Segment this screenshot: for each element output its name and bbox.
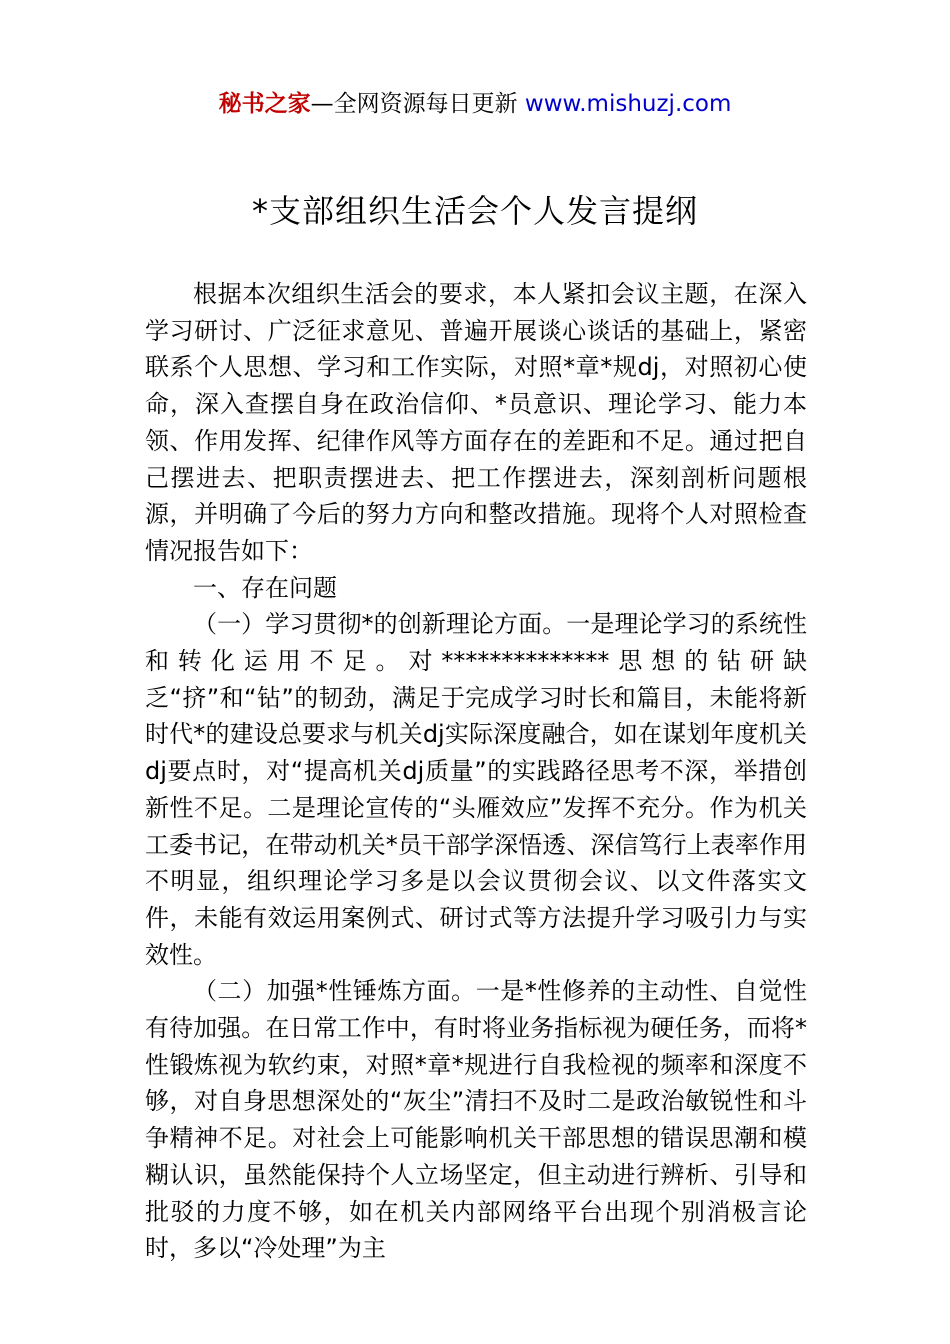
document-title: *支部组织生活会个人发言提纲: [251, 192, 698, 230]
site-brand: 秘书之家: [218, 91, 311, 117]
section-heading-problems: 一、存在问题: [193, 573, 337, 602]
site-header: [0, 88, 950, 120]
site-url-link[interactable]: www.mishuzj.com: [524, 91, 732, 117]
site-tagline: —全网资源每日更新: [310, 91, 525, 117]
item-paragraph-1: （一）学习贯彻*的创新理论方面。一是理论学习的系统性和转化运用不足。对**************思想的钻研缺乏“挤”和“钻”的韧劲，满足于完成学习时长和篇目，未能将新时代*的建设总要求与机关dj实际深度融合，如在谋划年度机关dj要点时，对“提高机关dj质量”的实践路径思考不深，举措创新性不足。二是理论宣传的“头雁效应”发挥不充分。作为机关工委书记，在带动机关*员干部学深悟透、深信笃行上表率作用不明显，组织理论学习多是以会议贯彻会议、以文件落实文件，未能有效运用案例式、研讨式等方法提升学习吸引力与实效性。: [145, 610, 807, 969]
intro-paragraph: 根据本次组织生活会的要求，本人紧扣会议主题，在深入学习研讨、广泛征求意见、普遍开展谈心谈话的基础上，紧密联系个人思想、学习和工作实际，对照*章*规dj，对照初心使命，深入查摆自身在政治信仰、*员意识、理论学习、能力本领、作用发挥、纪律作风等方面存在的差距和不足。通过把自己摆进去、把职责摆进去、把工作摆进去，深刻剖析问题根源，并明确了今后的努力方向和整改措施。现将个人对照检查情况报告如下：: [145, 280, 807, 565]
document-body: [145, 276, 807, 1267]
item-paragraph-2: （二）加强*性锤炼方面。一是*性修养的主动性、自觉性有待加强。在日常工作中，有时将业务指标视为硬任务，而将*性锻炼视为软约束，对照*章*规进行自我检视的频率和深度不够，对自身思想深处的“灰尘”清扫不及时二是政治敏锐性和斗争精神不足。对社会上可能影响机关干部思想的错误思潮和模糊认识，虽然能保持个人立场坚定，但主动进行辨析、引导和批驳的力度不够，如在机关内部网络平台出现个别消极言论时，多以“冷处理”为主: [145, 977, 807, 1263]
